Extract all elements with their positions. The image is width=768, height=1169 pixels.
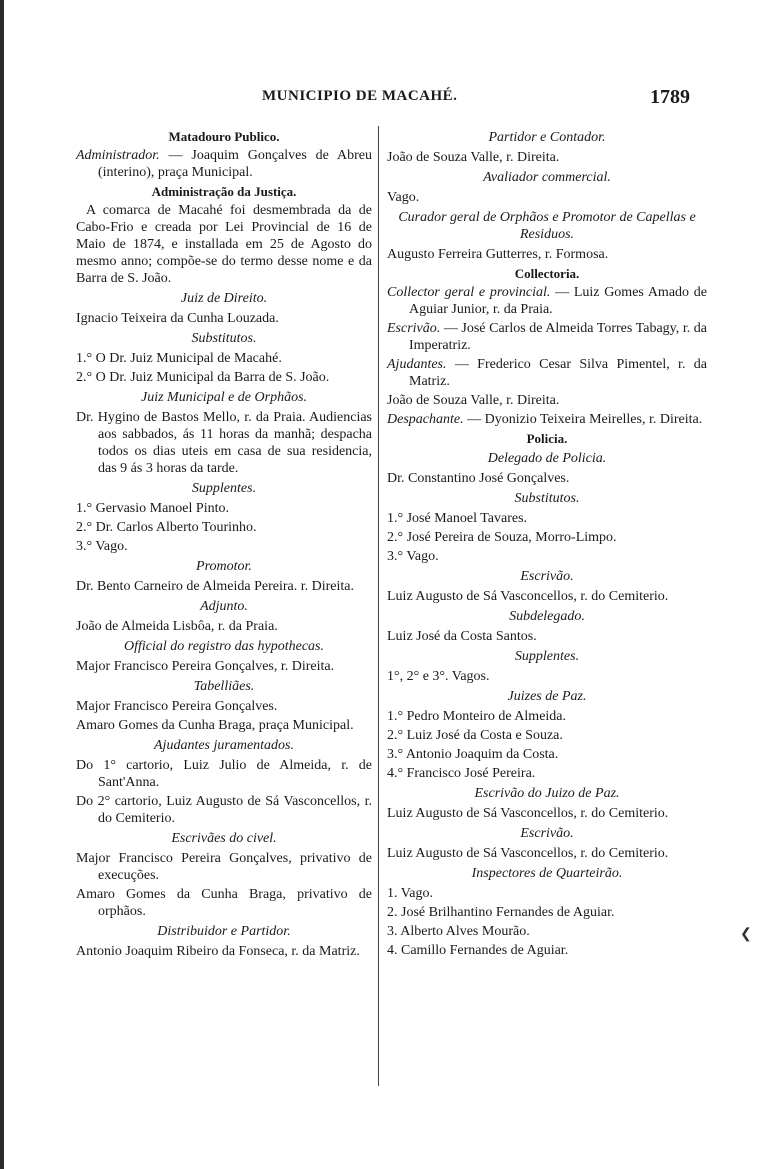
directory-entry: Do 2° cartorio, Luiz Augusto de Sá Vasconcellos, r. do Cemiterio.	[76, 794, 372, 826]
directory-entry: Dr. Constantino José Gonçalves.	[387, 471, 570, 486]
directory-entry: Major Francisco Pereira Gonçalves, r. Direita.	[76, 659, 335, 674]
directory-entry: João de Souza Valle, r. Direita.	[387, 393, 560, 408]
page-header	[0, 86, 768, 112]
directory-entry: 1.° O Dr. Juiz Municipal de Macahé.	[76, 351, 282, 366]
directory-entry: 3.° Vago.	[387, 549, 439, 564]
section-subheading: Supplentes.	[514, 649, 580, 664]
running-head: MUNICIPIO DE MACAHÉ.	[262, 88, 458, 104]
directory-entry: 3.° Antonio Joaquim da Costa.	[387, 747, 559, 762]
section-subheading: Juiz Municipal e de Orphãos.	[140, 390, 308, 405]
section-subheading: Tabelliães.	[193, 679, 255, 694]
directory-entry: 1°, 2° e 3°. Vagos.	[387, 669, 490, 684]
directory-entry: 1.° Pedro Monteiro de Almeida.	[387, 709, 567, 724]
margin-mark-icon: ❮	[740, 927, 752, 942]
entry-role-label: Collector geral e provincial.	[387, 285, 551, 300]
entry-text: — Frederico Cesar Silva Pimentel, r. da Matriz.	[409, 357, 707, 389]
section-subheading: Inspectores de Quarteirão.	[471, 866, 623, 881]
section-subheading: Adjunto.	[200, 599, 248, 614]
directory-entry: 2.° O Dr. Juiz Municipal da Barra de S. João.	[76, 370, 330, 385]
section-subheading: Promotor.	[196, 559, 252, 574]
entry-text: — Luiz Gomes Amado de Aguiar Junior, r. da Praia.	[409, 285, 707, 317]
directory-entry: João de Souza Valle, r. Direita.	[387, 150, 560, 165]
section-subheading: Avaliador commercial.	[483, 170, 611, 185]
column-divider	[378, 126, 379, 1086]
entry-role-label: Administrador.	[76, 148, 160, 163]
section-heading: Matadouro Publico.	[168, 129, 280, 144]
entry-role-label: Despachante.	[387, 412, 464, 427]
directory-entry: Antonio Joaquim Ribeiro da Fonseca, r. da Matriz.	[76, 944, 360, 959]
entry-text: — José Carlos de Almeida Torres Tabagy, r. da Imperatriz.	[409, 321, 707, 353]
directory-entry: Luiz José da Costa Santos.	[387, 629, 537, 644]
directory-entry: Ignacio Teixeira da Cunha Louzada.	[76, 311, 279, 326]
directory-entry: 1.° José Manoel Tavares.	[387, 511, 528, 526]
section-subheading: Partidor e Contador.	[488, 130, 606, 145]
directory-entry: 3.° Vago.	[76, 539, 128, 554]
section-subheading: Supplentes.	[191, 481, 257, 496]
directory-entry: Luiz Augusto de Sá Vasconcellos, r. do Cemiterio.	[387, 589, 669, 604]
directory-entry: Dr. Hygino de Bastos Mello, r. da Praia. Audiencias aos sabbados, ás 11 horas da manhã; despacha todos os dias uteis em casa de sua residencia, das 9 ás 3 horas da tarde.	[76, 410, 372, 476]
section-subheading: Escrivão.	[520, 569, 574, 584]
entry-role-label: Ajudantes.	[387, 357, 447, 372]
directory-entry: Vago.	[387, 190, 420, 205]
section-subheading: Escrivão do Juizo de Paz.	[474, 786, 620, 801]
directory-entry: Luiz Augusto de Sá Vasconcellos, r. do Cemiterio.	[387, 806, 669, 821]
directory-entry: Dr. Bento Carneiro de Almeida Pereira. r. Direita.	[76, 579, 354, 594]
directory-entry: 1. Vago.	[387, 886, 434, 901]
section-subheading: Ajudantes juramentados.	[154, 738, 294, 753]
directory-entry: Amaro Gomes da Cunha Braga, praça Municipal.	[76, 718, 354, 733]
directory-entry: Major Francisco Pereira Gonçalves.	[76, 699, 278, 714]
section-subheading: Distribuidor e Partidor.	[157, 924, 291, 939]
section-subheading: Escrivão.	[520, 826, 574, 841]
directory-entry: 2.° José Pereira de Souza, Morro-Limpo.	[387, 530, 617, 545]
paragraph: A comarca de Macahé foi desmembrada da de Cabo-Frio e creada por Lei Provincial de 16 de Maio de 1874, e installada em 25 de Agosto do mesmo anno; compõe-se do termo desse nome e da Barra de S. João.	[76, 203, 372, 286]
section-subheading: Curador geral de Orphãos e Promotor de Capellas e Residuos.	[398, 210, 696, 242]
directory-entry	[387, 411, 707, 428]
directory-entry: 2. José Brilhantino Fernandes de Aguiar.	[387, 905, 615, 920]
section-subheading: Subdelegado.	[509, 609, 585, 624]
directory-entry	[387, 356, 707, 390]
section-heading: Collectoria.	[514, 266, 580, 281]
directory-entry: Augusto Ferreira Gutterres, r. Formosa.	[387, 247, 609, 262]
section-subheading: Substitutos.	[514, 491, 580, 506]
directory-entry	[76, 147, 372, 181]
directory-entry: 4. Camillo Fernandes de Aguiar.	[387, 943, 569, 958]
section-subheading: Juiz de Direito.	[180, 291, 268, 306]
directory-entry: Amaro Gomes da Cunha Braga, privativo de orphãos.	[76, 887, 372, 919]
directory-entry: 2.° Dr. Carlos Alberto Tourinho.	[76, 520, 257, 535]
directory-entry: João de Almeida Lisbôa, r. da Praia.	[76, 619, 278, 634]
entry-role-label: Escrivão.	[387, 321, 441, 336]
section-subheading: Juizes de Paz.	[507, 689, 587, 704]
directory-entry: 1.° Gervasio Manoel Pinto.	[76, 501, 229, 516]
section-heading: Policia.	[526, 431, 568, 446]
page-binding-edge	[0, 0, 4, 1169]
page-number: 1789	[650, 86, 690, 108]
section-subheading: Official do registro das hypothecas.	[124, 639, 324, 654]
directory-entry: 2.° Luiz José da Costa e Souza.	[387, 728, 563, 743]
directory-entry: Luiz Augusto de Sá Vasconcellos, r. do Cemiterio.	[387, 846, 669, 861]
directory-entry: 3. Alberto Alves Mourão.	[387, 924, 530, 939]
directory-entry: Major Francisco Pereira Gonçalves, privativo de execuções.	[76, 851, 372, 883]
directory-entry: 4.° Francisco José Pereira.	[387, 766, 536, 781]
right-column	[387, 126, 707, 961]
entry-text: — Dyonizio Teixeira Meirelles, r. Direita.	[463, 412, 703, 427]
left-column	[76, 126, 372, 962]
section-subheading: Substitutos.	[191, 331, 257, 346]
entry-text: — Joaquim Gonçalves de Abreu (interino), praça Municipal.	[98, 148, 372, 180]
directory-entry: Do 1° cartorio, Luiz Julio de Almeida, r. de Sant'Anna.	[76, 758, 372, 790]
section-heading: Administração da Justiça.	[151, 184, 297, 199]
directory-entry	[387, 320, 707, 354]
directory-entry	[387, 284, 707, 318]
section-subheading: Delegado de Policia.	[487, 451, 607, 466]
section-subheading: Escrivães do civel.	[171, 831, 277, 846]
